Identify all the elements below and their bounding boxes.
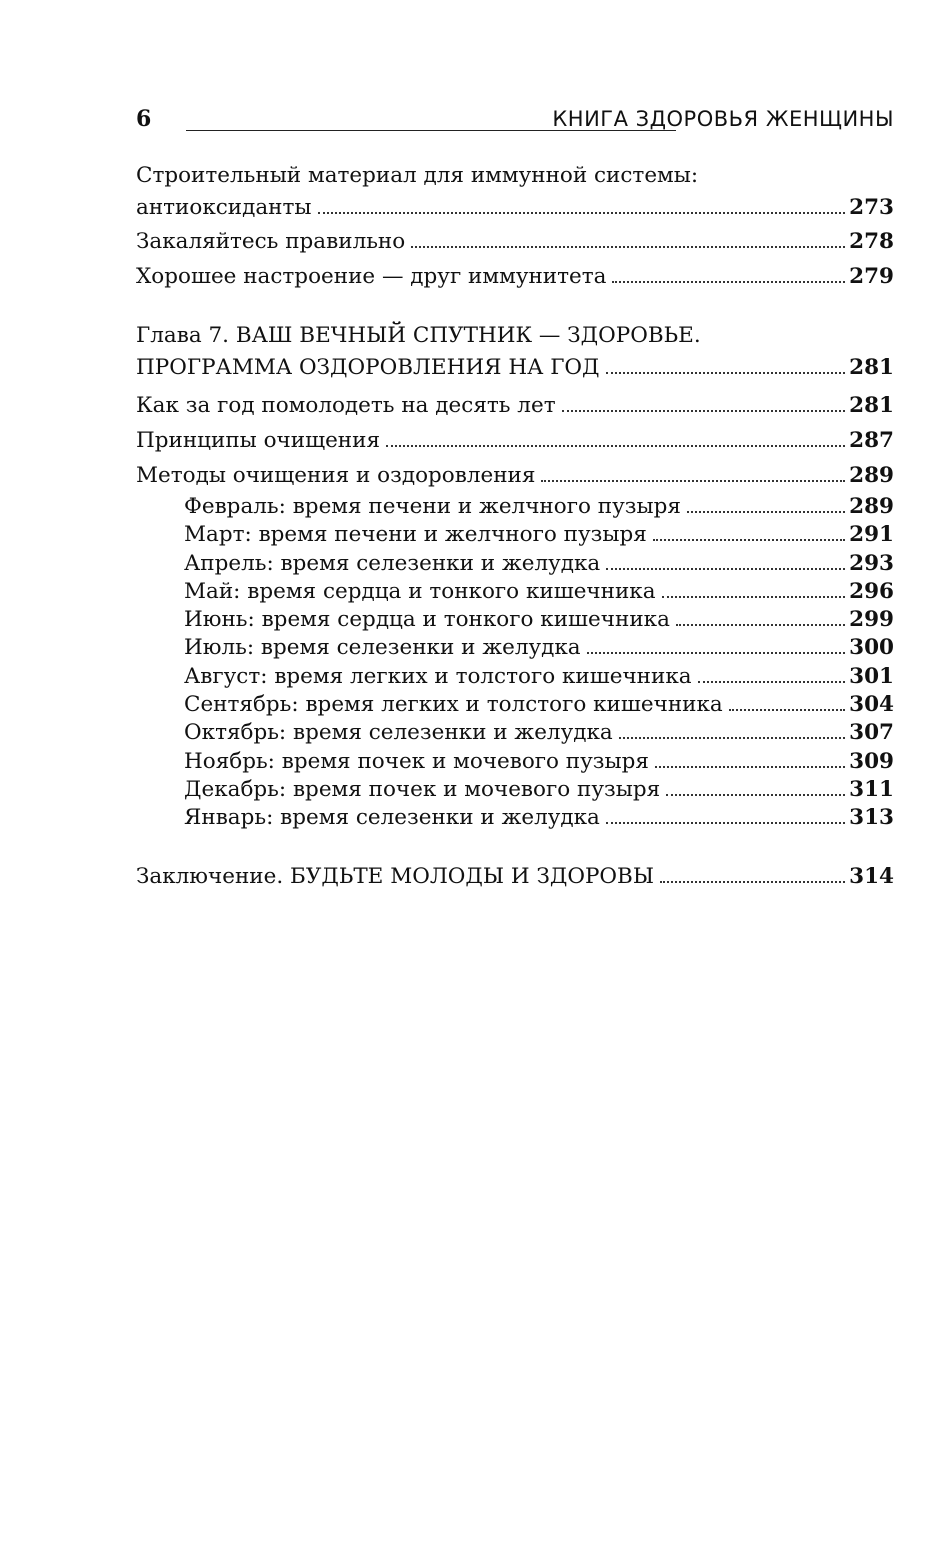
- toc-entry-title: антиоксиданты: [136, 195, 312, 220]
- dot-leader: [606, 567, 845, 570]
- toc-entry-title: Февраль: время печени и желчного пузыря: [184, 494, 681, 519]
- toc-entry-page: 287: [849, 428, 894, 453]
- toc-subentry: [136, 521, 894, 549]
- toc-entry: [136, 192, 894, 224]
- dot-leader: [612, 280, 845, 283]
- toc-entry-line: Строительный материал для иммунной системы:: [136, 163, 699, 188]
- conclusion-entry: [136, 859, 894, 894]
- toc-entry-title: Декабрь: время почек и мочевого пузыря: [184, 776, 661, 802]
- toc-subentry: [136, 748, 894, 776]
- toc-entry-page: 304: [849, 692, 894, 718]
- toc-entry-title: Август: время легких и толстого кишечника: [184, 663, 692, 689]
- toc-subentry: [136, 634, 894, 662]
- toc-entry: [136, 224, 894, 259]
- dot-leader: [318, 211, 846, 214]
- toc-entry-page: 293: [849, 550, 894, 576]
- dot-leader: [606, 371, 846, 374]
- toc-entry: [136, 458, 894, 493]
- chapter-heading: Глава 7. ВАШ ВЕЧНЫЙ СПУТНИК — ЗДОРОВЬЕ.: [136, 323, 701, 348]
- dot-leader: [662, 595, 846, 598]
- toc-entry: [136, 388, 894, 423]
- toc-subentry: [136, 776, 894, 804]
- dot-leader: [676, 623, 845, 626]
- toc-subentry: [136, 804, 894, 832]
- toc-subentry: [136, 493, 894, 521]
- toc-entry-title: Ноябрь: время почек и мочевого пузыря: [184, 748, 649, 774]
- toc-entry-title: Июль: время селезенки и желудка: [184, 635, 581, 661]
- toc-entry-title: Методы очищения и оздоровления: [136, 463, 536, 488]
- dot-leader: [655, 765, 845, 768]
- toc-subentry: [136, 550, 894, 578]
- toc-entry-title: Июнь: время сердца и тонкого кишечника: [184, 607, 670, 633]
- toc-entry-title: Заключение. БУДЬТЕ МОЛОДЫ И ЗДОРОВЫ: [136, 863, 654, 889]
- dot-leader: [541, 479, 845, 482]
- toc-entry-page: 299: [849, 607, 894, 633]
- dot-leader: [729, 708, 845, 711]
- toc-subentry: [136, 578, 894, 606]
- toc-entry-page: 278: [849, 229, 894, 254]
- toc-subentry: [136, 691, 894, 719]
- toc-subentry: [136, 606, 894, 634]
- toc-entry-page: 281: [849, 355, 894, 380]
- chapter-heading-entry: [136, 352, 894, 384]
- dot-leader: [666, 793, 845, 796]
- toc-entry-page: 289: [849, 463, 894, 488]
- toc-entry-page: 281: [849, 393, 894, 418]
- spacer: [136, 833, 894, 859]
- toc-entry-page: 300: [849, 635, 894, 661]
- toc-entry-page: 301: [849, 663, 894, 689]
- toc-entry: [136, 259, 894, 294]
- toc-entry-page: 273: [849, 195, 894, 220]
- toc-entry-page: 291: [849, 522, 894, 548]
- toc-entry-title: ПРОГРАММА ОЗДОРОВЛЕНИЯ НА ГОД: [136, 355, 600, 380]
- toc-entry-title: Январь: время селезенки и желудка: [184, 805, 600, 831]
- toc-entry-page: 296: [849, 578, 894, 604]
- toc-entry-title: Октябрь: время селезенки и желудка: [184, 720, 613, 746]
- dot-leader: [653, 538, 845, 541]
- toc-entry-title: Хорошее настроение — друг иммунитета: [136, 264, 607, 289]
- toc-entry-page: 289: [849, 494, 894, 519]
- toc-entry-page: 314: [849, 863, 894, 889]
- dot-leader: [562, 409, 846, 412]
- running-title: КНИГА ЗДОРОВЬЯ ЖЕНЩИНЫ: [552, 107, 894, 131]
- page-number: 6: [136, 106, 152, 132]
- toc-entry-page: 307: [849, 720, 894, 746]
- toc-entry-title: Принципы очищения: [136, 428, 381, 453]
- toc-entry-title: Закаляйтесь правильно: [136, 229, 406, 254]
- dot-leader: [698, 680, 846, 683]
- dot-leader: [606, 821, 845, 824]
- toc-entry-title: Как за год помолодеть на десять лет: [136, 393, 556, 418]
- toc-entry-page: 311: [849, 776, 894, 802]
- table-of-contents: [136, 160, 894, 894]
- running-header: [136, 104, 894, 140]
- dot-leader: [386, 444, 845, 447]
- dot-leader: [687, 510, 845, 513]
- dot-leader: [411, 245, 845, 248]
- toc-entry-page: 279: [849, 264, 894, 289]
- toc-entry-page: 313: [849, 805, 894, 831]
- toc-entry-title: Март: время печени и желчного пузыря: [184, 522, 647, 548]
- toc-entry-title: Май: время сердца и тонкого кишечника: [184, 578, 656, 604]
- toc-entry: [136, 423, 894, 458]
- toc-subentry: [136, 719, 894, 747]
- toc-subentry: [136, 663, 894, 691]
- toc-entry-page: 309: [849, 748, 894, 774]
- toc-entry-title: Апрель: время селезенки и желудка: [184, 550, 601, 576]
- dot-leader: [660, 880, 845, 883]
- spacer: [136, 294, 894, 320]
- toc-entry-title: Сентябрь: время легких и толстого кишечника: [184, 692, 723, 718]
- dot-leader: [619, 736, 845, 739]
- dot-leader: [587, 651, 845, 654]
